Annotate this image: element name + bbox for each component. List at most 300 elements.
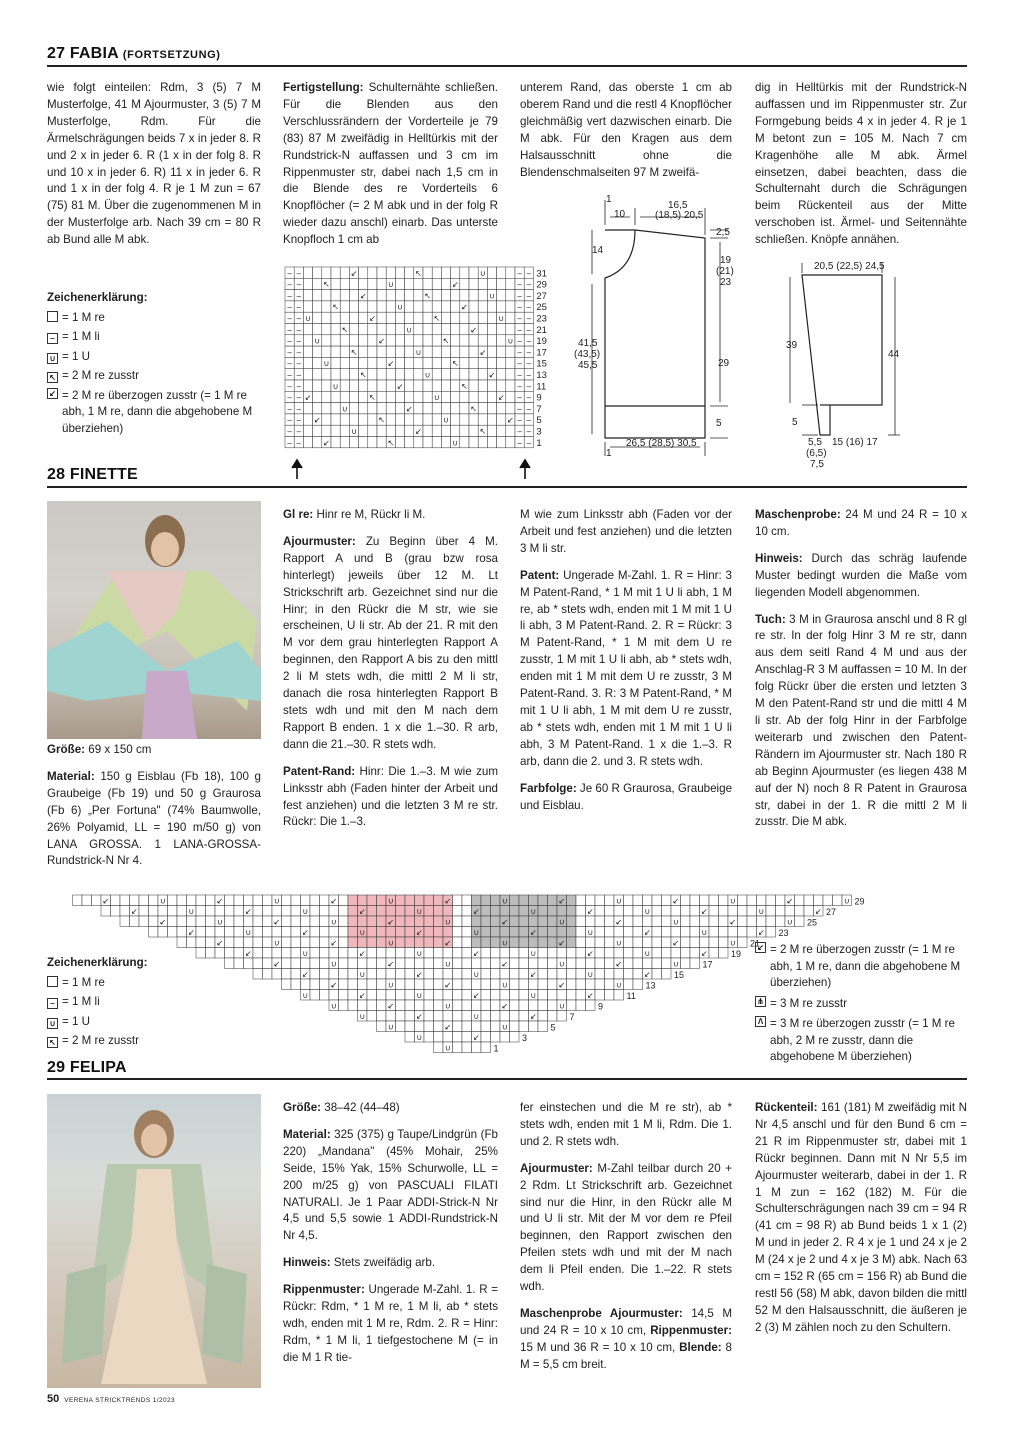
chart-cell (405, 958, 415, 969)
s28-legend-left (47, 953, 247, 1051)
chart-row-label: 23 (778, 928, 789, 938)
chart-cell (405, 979, 415, 990)
chart-cell (481, 1000, 491, 1011)
chart-cell (414, 301, 423, 312)
chart-cell (595, 948, 605, 959)
chart-cell (396, 927, 406, 938)
chart-row-label: 27 (826, 907, 837, 917)
chart-cell (414, 391, 423, 402)
chart-symbol: ↙ (159, 917, 167, 927)
chart-symbol: – (296, 359, 302, 369)
chart-symbol: ↙ (273, 917, 281, 927)
chart-cell (624, 906, 634, 917)
chart-row-label: 13 (536, 370, 547, 381)
chart-cell (377, 278, 386, 289)
chart-cell (331, 403, 340, 414)
chart-cell (510, 895, 520, 906)
chart-cell (414, 324, 423, 335)
s27-legend-item-5: ↙ = 2 M re überzogen zusstr (= 1 M re abh, 1 M re, dann die abgehobene M überziehen) (47, 388, 261, 438)
chart-cell (595, 927, 605, 938)
chart-cell (441, 357, 450, 368)
chart-cell (469, 380, 478, 391)
chart-cell (453, 1000, 463, 1011)
ssk-symbol-icon: ↙ (755, 942, 766, 953)
chart-cell (303, 380, 312, 391)
chart-cell (510, 927, 520, 938)
chart-cell (396, 979, 406, 990)
chart-cell (349, 369, 358, 380)
chart-cell (168, 906, 178, 917)
chart-symbol: ↙ (615, 917, 623, 927)
dim-label: 26,5 (28,5) 30,5 (626, 438, 697, 449)
chart-cell (322, 312, 331, 323)
chart-cell (510, 1021, 520, 1032)
chart-cell (386, 906, 396, 917)
chart-cell (158, 927, 168, 938)
chart-cell (291, 906, 301, 917)
chart-cell (367, 969, 377, 980)
chart-cell (340, 290, 349, 301)
chart-symbol: – (526, 393, 532, 403)
chart-cell (206, 906, 216, 917)
chart-cell (310, 969, 320, 980)
chart-cell (643, 958, 653, 969)
chart-symbol: ∪ (330, 1001, 337, 1011)
chart-cell (478, 290, 487, 301)
chart-cell (519, 1011, 529, 1022)
chart-cell (538, 916, 548, 927)
chart-cell (206, 937, 216, 948)
chart-cell (538, 979, 548, 990)
chart-cell (415, 958, 425, 969)
chart-cell (478, 324, 487, 335)
chart-cell (519, 958, 529, 969)
chart-cell (451, 380, 460, 391)
chart-symbol: – (296, 314, 302, 323)
chart-symbol: ↖ (369, 393, 376, 403)
chart-cell (367, 937, 377, 948)
chart-cell (548, 916, 558, 927)
chart-cell (320, 958, 330, 969)
chart-cell (303, 278, 312, 289)
chart-cell (313, 278, 322, 289)
dim-label: 19 (720, 255, 732, 266)
s29-col3: fer einstechen und die M re str), ab * stets wdh, enden mit 1 M li, Rdm. Die 1. und 2. R stets wdh. Ajourmuster: M-Zahl teilbar durch 20 + 2 Rdm. Lt Strickschrift arb. Gezeichnet sind nur die Hinr, in den Rückr alle M und U li str. Mit der M vor dem re Pfeil beginnen, den Rapport zwischen den Pfeilen stets wdh und mit der M nach dem li Pfeil enden. Die 1.–22. R stets wdh. Maschenprobe Ajourmuster: 14,5 M und 24 R = 10 x 10 cm, Rippenmuster: 15 M und 36 R = 10 x 10 cm, Blende: 8 M = 5,5 cm breit. (520, 1101, 732, 1371)
chart-cell (700, 895, 710, 906)
chart-cell (263, 895, 273, 906)
chart-cell (567, 937, 577, 948)
chart-cell (434, 916, 444, 927)
chart-cell (405, 346, 414, 357)
chart-cell (510, 990, 520, 1001)
chart-cell (349, 312, 358, 323)
chart-symbol: ∪ (530, 991, 537, 1000)
chart-cell (662, 906, 672, 917)
chart-cell (187, 937, 197, 948)
chart-symbol: ∪ (444, 959, 451, 969)
chart-cell (738, 916, 748, 927)
chart-cell (395, 346, 404, 357)
chart-cell (434, 937, 444, 948)
chart-cell (282, 969, 292, 980)
chart-symbol: ∪ (302, 907, 309, 916)
chart-cell (576, 958, 586, 969)
chart-cell (776, 906, 786, 917)
chart-cell (386, 335, 395, 346)
chart-row-label: 9 (598, 1001, 604, 1012)
chart-symbol: – (287, 370, 292, 380)
chart-cell (359, 391, 368, 402)
chart-cell (339, 906, 349, 917)
section-27-title: 27 FABIA (FORTSETZUNG) (47, 45, 221, 62)
chart-symbol: – (526, 404, 532, 414)
chart-cell (460, 346, 469, 357)
chart-cell (804, 895, 814, 906)
chart-cell (301, 979, 311, 990)
chart-symbol: ↙ (786, 896, 794, 906)
chart-cell (331, 267, 340, 278)
chart-cell (424, 979, 434, 990)
chart-cell (310, 958, 320, 969)
sk2p-symbol-icon: Λ (755, 1016, 766, 1027)
chart-cell (451, 290, 460, 301)
chart-symbol: ↙ (814, 907, 822, 916)
chart-cell (719, 927, 729, 938)
chart-symbol: – (287, 381, 292, 391)
chart-cell (487, 301, 496, 312)
chart-cell (500, 1032, 510, 1043)
chart-cell (368, 403, 377, 414)
chart-cell (443, 1011, 453, 1022)
chart-cell (282, 979, 292, 990)
chart-cell (414, 403, 423, 414)
dim-label: 1 (606, 194, 612, 205)
chart-row-label: 27 (536, 290, 547, 302)
chart-symbol: ↙ (472, 949, 480, 958)
s27-legend-item-2: – = 1 M li (47, 327, 261, 347)
chart-cell (605, 927, 615, 938)
chart-cell (460, 324, 469, 335)
chart-cell (196, 937, 206, 948)
chart-cell (462, 1032, 472, 1043)
section-28-rule (47, 486, 967, 488)
chart-cell (469, 357, 478, 368)
chart-symbol: ↙ (757, 928, 765, 937)
chart-cell (719, 948, 729, 959)
chart-cell (510, 1011, 520, 1022)
chart-cell (396, 895, 406, 906)
chart-cell (451, 403, 460, 414)
chart-cell (310, 916, 320, 927)
chart-cell (368, 369, 377, 380)
chart-cell (424, 990, 434, 1001)
s27-stitch-chart (283, 265, 545, 483)
felipa-photo (47, 1094, 261, 1388)
chart-symbol: ↙ (187, 928, 195, 937)
chart-cell (432, 335, 441, 346)
chart-cell (652, 927, 662, 938)
chart-cell (196, 927, 206, 938)
chart-symbol: – (526, 325, 532, 335)
chart-cell (405, 391, 414, 402)
chart-cell (215, 927, 225, 938)
chart-cell (500, 906, 510, 917)
chart-cell (111, 895, 121, 906)
chart-symbol: – (287, 268, 292, 278)
chart-cell (367, 927, 377, 938)
chart-cell (331, 312, 340, 323)
chart-cell (358, 958, 368, 969)
chart-cell (700, 916, 710, 927)
chart-cell (377, 979, 387, 990)
chart-cell (662, 948, 672, 959)
chart-row-label: 3 (536, 426, 542, 438)
chart-symbol: – (517, 415, 522, 425)
chart-cell (478, 414, 487, 425)
chart-cell (506, 301, 515, 312)
chart-cell (605, 979, 615, 990)
chart-row-label: 7 (536, 403, 542, 415)
chart-cell (506, 369, 515, 380)
chart-symbol: ∪ (273, 938, 280, 948)
chart-symbol: ∪ (332, 381, 339, 391)
chart-cell (405, 335, 414, 346)
chart-cell (681, 937, 691, 948)
chart-cell (497, 267, 506, 278)
chart-cell (92, 895, 102, 906)
chart-cell (424, 969, 434, 980)
chart-symbol: ↙ (507, 415, 514, 425)
chart-symbol: ∪ (415, 347, 422, 357)
chart-cell (690, 906, 700, 917)
chart-cell (139, 916, 149, 927)
chart-cell (120, 895, 130, 906)
chart-cell (320, 969, 330, 980)
s27-legend-item-3: ∪ = 1 U (47, 347, 261, 367)
chart-cell (595, 906, 605, 917)
chart-symbol: ↙ (244, 949, 252, 958)
chart-symbol: ∪ (587, 970, 594, 979)
chart-cell (441, 380, 450, 391)
chart-symbol: ↙ (615, 959, 623, 969)
chart-symbol: ↖ (479, 427, 487, 436)
chart-cell (331, 391, 340, 402)
chart-cell (272, 927, 282, 938)
chart-cell (643, 895, 653, 906)
chart-cell (453, 1032, 463, 1043)
chart-cell (359, 380, 368, 391)
chart-cell (434, 906, 444, 917)
chart-cell (548, 948, 558, 959)
chart-cell (187, 916, 197, 927)
chart-cell (469, 346, 478, 357)
chart-cell (529, 916, 539, 927)
chart-cell (377, 906, 387, 917)
chart-cell (671, 906, 681, 917)
chart-cell (415, 1021, 425, 1032)
chart-symbol: ∪ (644, 949, 651, 958)
chart-cell (451, 301, 460, 312)
chart-cell (234, 895, 244, 906)
chart-cell (331, 335, 340, 346)
chart-symbol: ↙ (387, 959, 395, 969)
chart-cell (662, 895, 672, 906)
chart-cell (386, 990, 396, 1001)
chart-symbol: ∪ (188, 907, 195, 916)
chart-cell (462, 958, 472, 969)
s27-legend-title: Zeichenerklärung: (47, 291, 148, 304)
chart-symbol: ↙ (643, 970, 651, 979)
chart-symbol: ↙ (358, 949, 366, 958)
chart-symbol: ∪ (159, 896, 166, 906)
chart-cell (313, 357, 322, 368)
chart-cell (719, 895, 729, 906)
chart-symbol: ↙ (529, 928, 537, 937)
section-27-subtitle: (FORTSETZUNG) (122, 49, 221, 61)
chart-cell (405, 969, 415, 980)
chart-symbol: ∪ (416, 949, 423, 958)
s29-col2: Größe: 38–42 (44–48) Material: 325 (375) g Taupe/Lindgrün (Fb 220) „Mandana" (45% Mohair, 25% Seide, 15% Yak, 15% Schurwolle, LL = 200 m/25 g) von PASCUALI FILATI NATURALI. Je 1 Paar ADDI-Strick-N Nr 4,5 und 5,5 sowie 1 ADDI-Rundstrick-N Nr 4,5. Hinweis: Stets zweifädig arb. Rippenmuster: Ungerade M-Zahl. 1. R = Rückr: Rdm, * 1 M re, 1 M li, ab * stets wdh, enden mit 1 M re, Rdm. 2. R = Hinr: Rdm, * 1 M li, 1 tiefgestochene M (= in die M 1 R tie- (283, 1101, 498, 1364)
chart-cell (368, 414, 377, 425)
chart-cell (386, 346, 395, 357)
chart-symbol: ↙ (470, 325, 477, 335)
chart-cell (506, 290, 515, 301)
chart-cell (478, 301, 487, 312)
chart-symbol: ↙ (415, 1012, 423, 1021)
chart-cell (462, 895, 472, 906)
chart-cell (506, 267, 515, 278)
purl-symbol-icon: – (47, 333, 58, 344)
s28-legend-item-7: Λ = 3 M re überzogen zusstr (= 1 M re abh, 2 M re zusstr, dann die abgehobene M überziehen) (755, 1016, 967, 1066)
chart-cell (423, 357, 432, 368)
chart-cell (303, 357, 312, 368)
chart-cell (340, 312, 349, 323)
chart-cell (263, 937, 273, 948)
chart-symbol: ↙ (396, 381, 404, 391)
chart-cell (728, 927, 738, 938)
chart-cell (460, 414, 469, 425)
chart-cell (310, 990, 320, 1001)
chart-symbol: – (517, 268, 522, 278)
chart-cell (359, 403, 368, 414)
chart-symbol: ∪ (416, 907, 423, 916)
chart-cell (120, 916, 130, 927)
chart-symbol: ∪ (351, 427, 357, 436)
chart-symbol: ↙ (672, 938, 680, 948)
chart-cell (368, 357, 377, 368)
chart-cell (367, 990, 377, 1001)
page-number: 50 (47, 1393, 60, 1405)
chart-cell (313, 290, 322, 301)
chart-cell (73, 895, 83, 906)
chart-cell (414, 290, 423, 301)
chart-cell (368, 346, 377, 357)
chart-symbol: ↙ (700, 907, 708, 916)
chart-cell (614, 948, 624, 959)
s28-legend-item-5: ↙ = 2 M re überzogen zusstr (= 1 M re abh, 1 M re, dann die abgehobene M überziehen) (755, 942, 967, 992)
chart-symbol: ↙ (330, 980, 338, 990)
chart-cell (177, 895, 187, 906)
chart-symbol: ↖ (424, 291, 431, 301)
chart-cell (487, 357, 496, 368)
chart-cell (313, 301, 322, 312)
chart-cell (432, 301, 441, 312)
chart-symbol: ↙ (444, 938, 452, 948)
chart-cell (510, 916, 520, 927)
chart-symbol: ∪ (558, 1001, 565, 1011)
chart-cell (206, 927, 216, 938)
chart-cell (469, 414, 478, 425)
chart-cell (253, 958, 263, 969)
chart-cell (340, 357, 349, 368)
chart-row-label: 9 (536, 392, 542, 404)
chart-cell (322, 391, 331, 402)
chart-cell (538, 948, 548, 959)
chart-symbol: ∪ (444, 917, 451, 927)
chart-cell (368, 380, 377, 391)
chart-cell (329, 969, 339, 980)
chart-cell (253, 906, 263, 917)
chart-cell (481, 990, 491, 1001)
chart-cell (469, 267, 478, 278)
chart-cell (303, 403, 312, 414)
chart-cell (130, 916, 140, 927)
s28-legend-item-1: = 1 M re (47, 973, 247, 993)
chart-cell (149, 906, 159, 917)
chart-row-label: 17 (536, 347, 547, 359)
chart-cell (395, 324, 404, 335)
chart-cell (709, 937, 719, 948)
chart-cell (833, 895, 843, 906)
dim-label: 23 (720, 277, 732, 288)
chart-symbol: ∪ (729, 896, 736, 906)
chart-cell (322, 301, 331, 312)
section-29-title: 29 FELIPA (47, 1059, 127, 1076)
chart-cell (652, 969, 662, 980)
chart-symbol: ↙ (729, 917, 737, 927)
chart-cell (396, 958, 406, 969)
chart-cell (405, 927, 415, 938)
chart-cell (497, 290, 506, 301)
chart-cell (320, 906, 330, 917)
chart-row-label: 15 (536, 358, 547, 370)
chart-cell (497, 414, 506, 425)
chart-row-label: 29 (536, 279, 547, 291)
chart-cell (340, 425, 349, 436)
chart-cell (415, 937, 425, 948)
chart-cell (348, 916, 358, 927)
chart-cell (177, 927, 187, 938)
chart-cell (460, 403, 469, 414)
chart-cell (111, 906, 121, 917)
chart-row-label: 19 (536, 336, 547, 348)
chart-symbol: ↙ (586, 991, 594, 1000)
chart-cell (681, 958, 691, 969)
chart-cell (453, 916, 463, 927)
chart-cell (368, 335, 377, 346)
chart-cell (519, 979, 529, 990)
chart-cell (423, 346, 432, 357)
chart-cell (340, 335, 349, 346)
chart-cell (519, 969, 529, 980)
chart-symbol: ∪ (672, 959, 679, 969)
chart-cell (386, 267, 395, 278)
chart-cell (453, 937, 463, 948)
chart-symbol: – (287, 404, 292, 414)
chart-cell (491, 1032, 501, 1043)
chart-cell (331, 437, 340, 448)
chart-cell (478, 369, 487, 380)
